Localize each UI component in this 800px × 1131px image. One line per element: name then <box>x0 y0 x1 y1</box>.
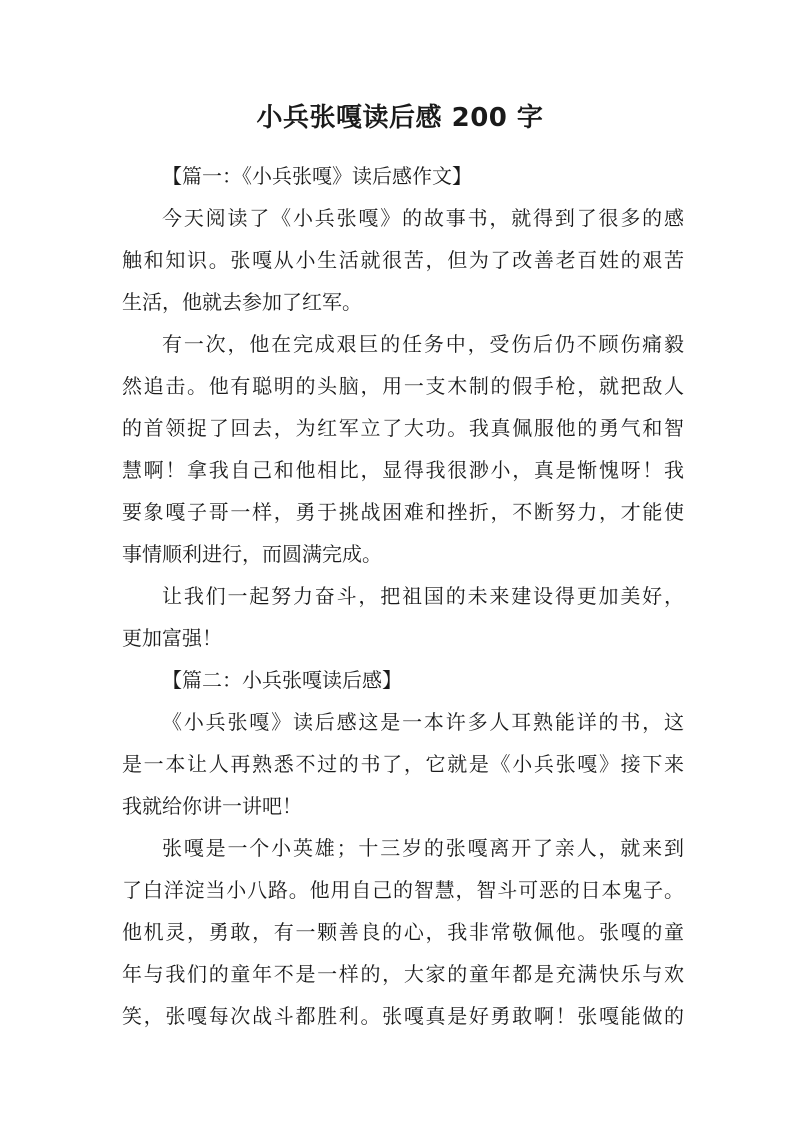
paragraph-line: 了白洋淀当小八路。他用自己的智慧，智斗可恶的日本鬼子。 <box>122 878 684 902</box>
paragraph-line: 张嘎是一个小英雄；十三岁的张嘎离开了亲人，就来到 <box>162 836 684 860</box>
document-title: 小兵张嘎读后感 200 字 <box>256 103 544 133</box>
paragraph-line: 生活，他就去参加了红军。 <box>122 290 362 314</box>
paragraph-line: 《小兵张嘎》读后感这是一本许多人耳熟能详的书，这 <box>162 710 684 734</box>
paragraph-line: 要象嘎子哥一样，勇于挑战困难和挫折，不断努力，才能使 <box>122 500 684 524</box>
paragraph-line: 他机灵，勇敢，有一颗善良的心，我非常敬佩他。张嘎的童 <box>122 920 684 944</box>
paragraph-line: 触和知识。张嘎从小生活就很苦，但为了改善老百姓的艰苦 <box>122 248 684 272</box>
paragraph-line: 我就给你讲一讲吧！ <box>122 794 302 818</box>
paragraph-line: 是一本让人再熟悉不过的书了，它就是《小兵张嘎》接下来 <box>122 752 684 776</box>
paragraph-line: 有一次，他在完成艰巨的任务中，受伤后仍不顾伤痛毅 <box>162 332 684 356</box>
paragraph-line: 事情顺利进行，而圆满完成。 <box>122 542 382 566</box>
paragraph-line: 笑，张嘎每次战斗都胜利。张嘎真是好勇敢啊！张嘎能做的 <box>122 1004 684 1028</box>
paragraph-line: 年与我们的童年不是一样的，大家的童年都是充满快乐与欢 <box>122 962 684 986</box>
section-heading-1: 【篇一：《小兵张嘎》读后感作文】 <box>162 164 472 188</box>
paragraph-line: 然追击。他有聪明的头脑，用一支木制的假手枪，就把敌人 <box>122 374 684 398</box>
document-body <box>122 155 684 1037</box>
paragraph-line: 让我们一起努力奋斗，把祖国的未来建设得更加美好， <box>162 584 684 608</box>
paragraph-line: 慧啊！拿我自己和他相比，显得我很渺小，真是惭愧呀！我 <box>122 458 684 482</box>
section-heading-2: 【篇二：小兵张嘎读后感】 <box>162 668 402 692</box>
paragraph-line: 更加富强！ <box>122 626 222 650</box>
paragraph-line: 今天阅读了《小兵张嘎》的故事书，就得到了很多的感 <box>162 206 684 230</box>
paragraph-line: 的首领捉了回去，为红军立了大功。我真佩服他的勇气和智 <box>122 416 684 440</box>
